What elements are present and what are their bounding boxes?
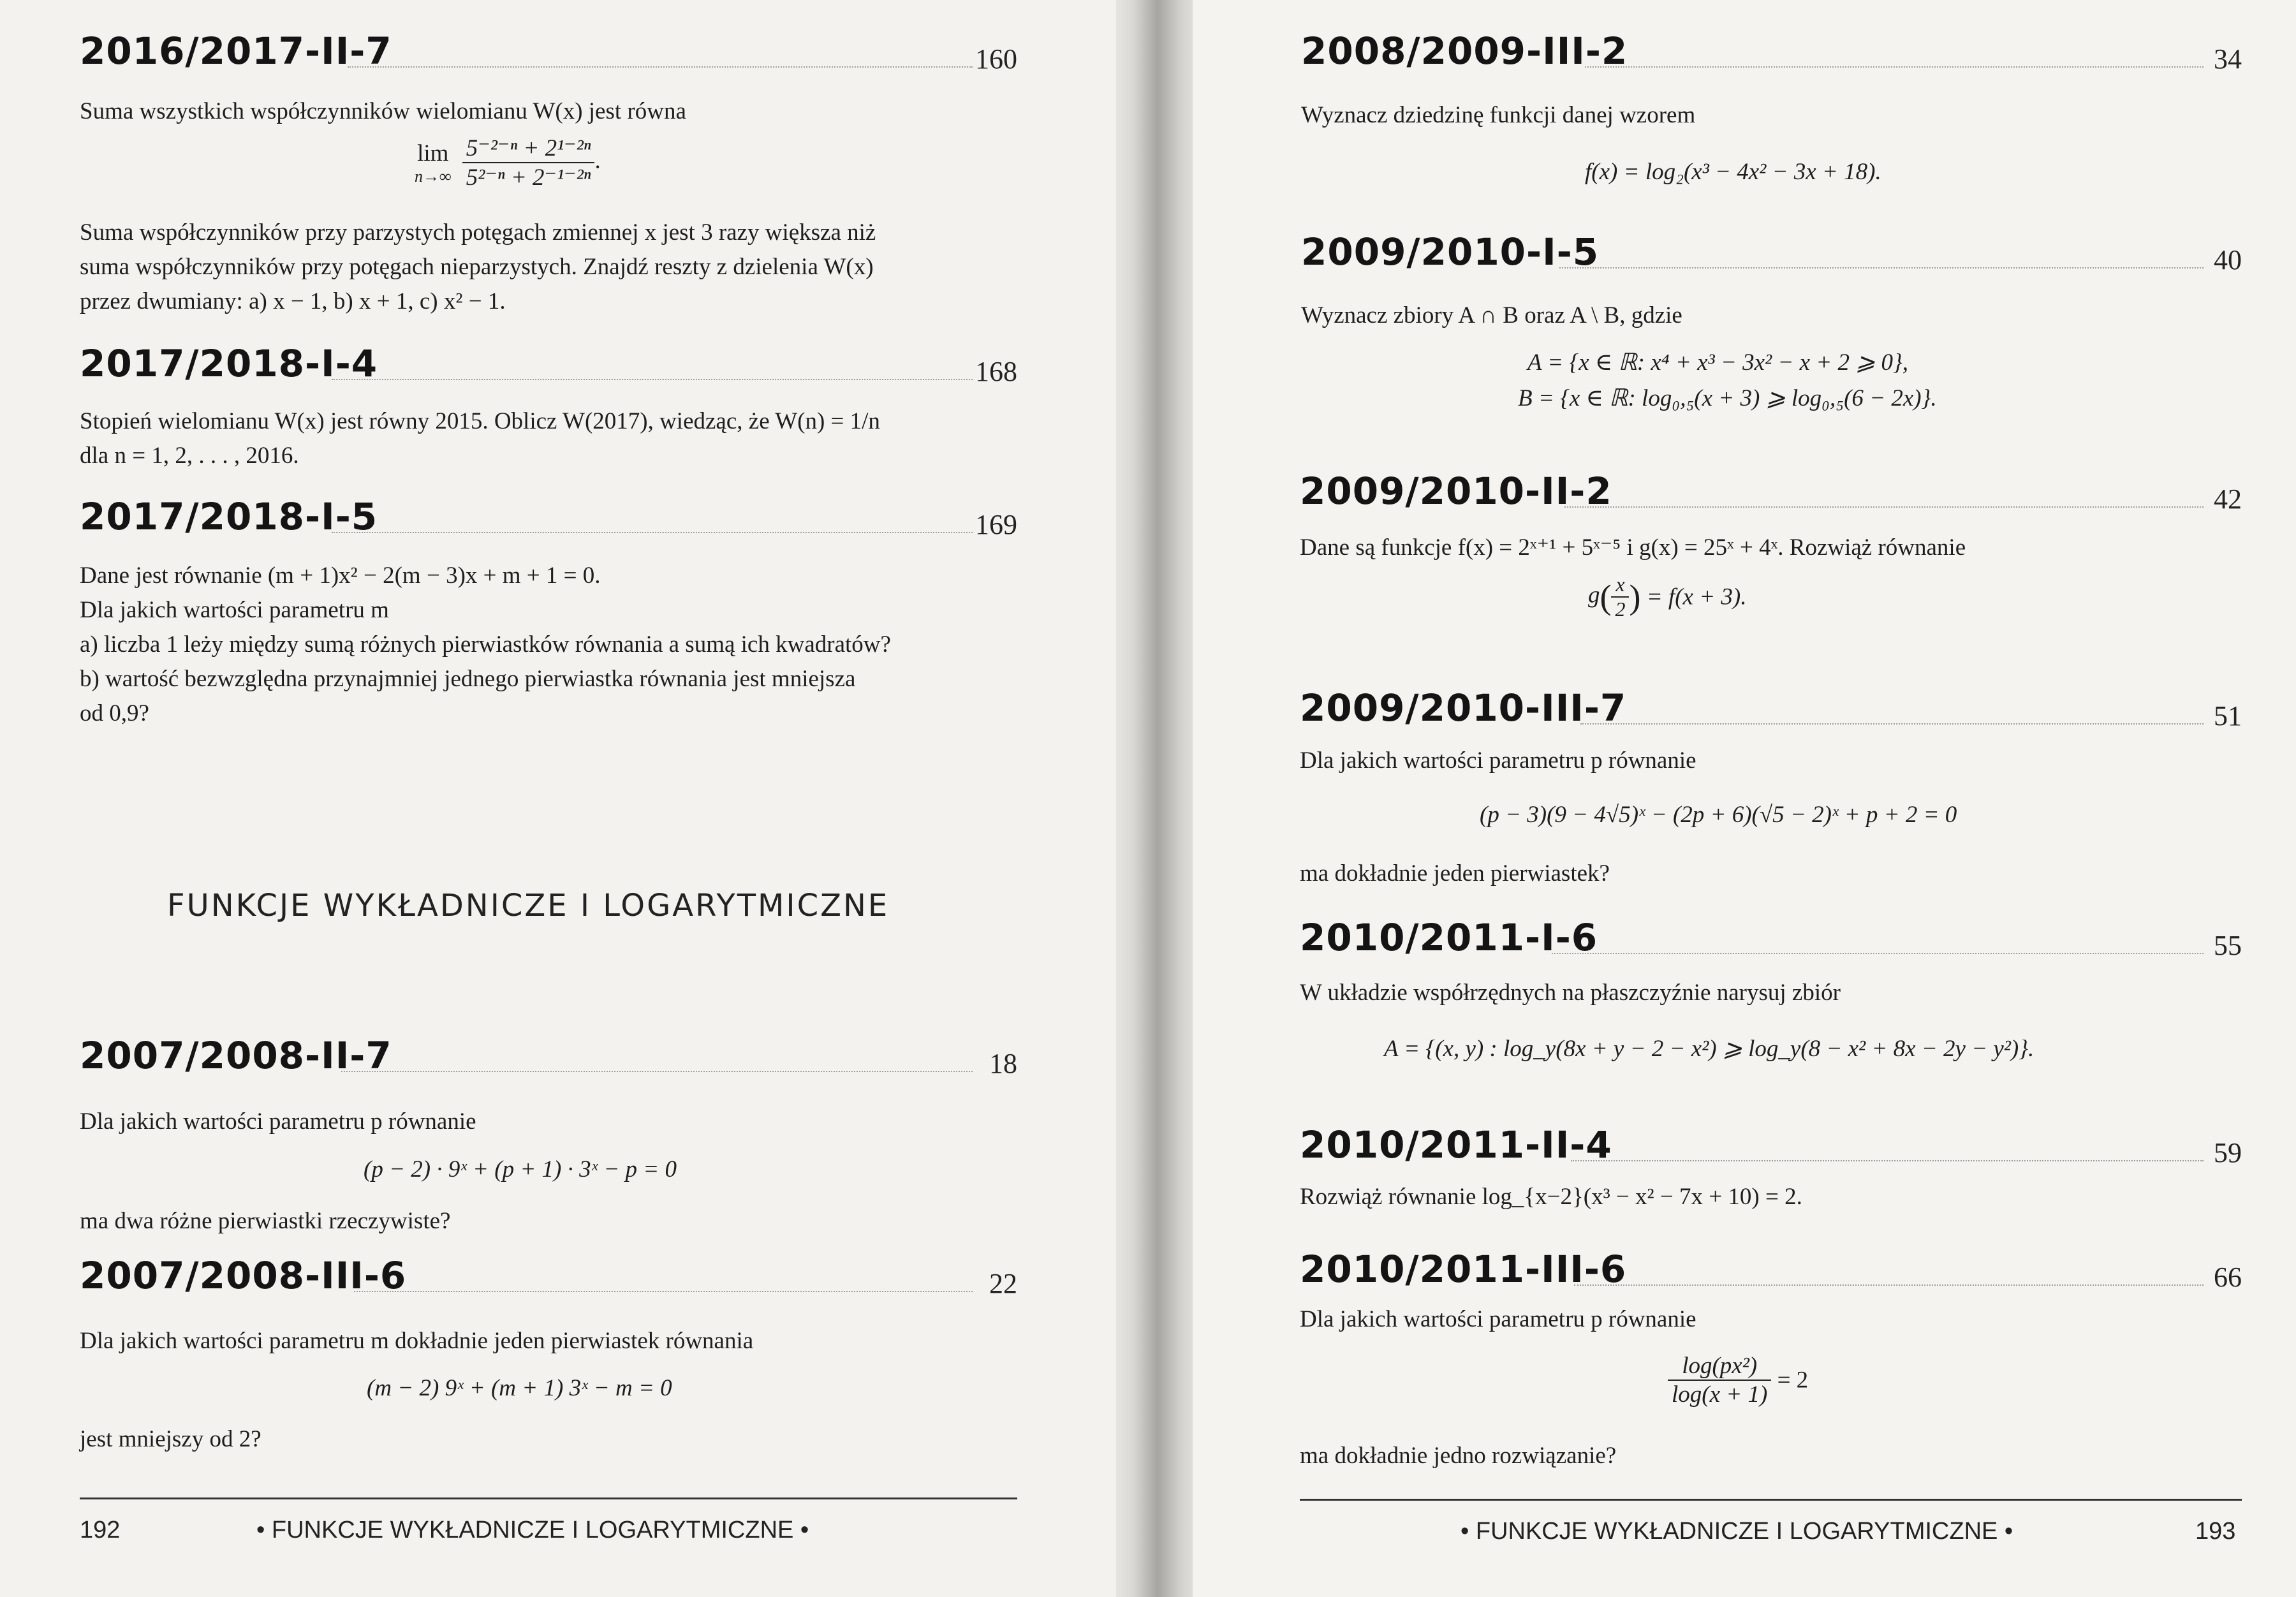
problem-text: Dla jakich wartości parametru p równanie <box>80 1108 476 1135</box>
problem-header <box>80 491 1017 542</box>
problem-text: jest mniejszy od 2? <box>80 1426 261 1452</box>
problem-text: od 0,9? <box>80 700 149 726</box>
problem-text: W układzie współrzędnych na płaszczyźnie narysuj zbiór <box>1300 980 1841 1006</box>
problem-id: 2017/2018-I-4 <box>80 342 378 385</box>
problem-text: Dla jakich wartości parametru m dokładnie jeden pierwiastek równania <box>80 1328 754 1354</box>
problem-text: Suma wszystkich współczynników wielomianu W(x) jest równa <box>80 98 686 124</box>
footer-running-title: • FUNKCJE WYKŁADNICZE I LOGARYTMICZNE • <box>256 1517 809 1543</box>
problem-id: 2010/2011-I-6 <box>1300 916 1598 959</box>
problem-formula: B = {x ∈ ℝ: log₀,₅(x + 3) ⩾ log₀,₅(6 − 2x)}. <box>1518 385 1937 411</box>
problem-page-ref: 59 <box>2214 1137 2242 1168</box>
problem-formula: A = {x ∈ ℝ: x⁴ + x³ − 3x² − x + 2 ⩾ 0}, <box>1527 350 1909 376</box>
problem-id: 2009/2010-II-2 <box>1300 469 1612 513</box>
problem-id: 2007/2008-II-7 <box>80 1034 392 1077</box>
problem-header <box>80 26 1017 77</box>
formula-denominator: 2 <box>1615 598 1626 621</box>
problem-formula: lim n→∞ $\frac{\text{5⁻²⁻ⁿ + 2¹⁻²ⁿ}}{\text{5²⁻ⁿ + 2⁻¹⁻²ⁿ}}$ . <box>415 135 601 191</box>
formula-fraction <box>1668 1352 1771 1408</box>
dot-leader <box>1574 1284 2204 1286</box>
formula-numerator: log(px²) <box>1668 1352 1771 1381</box>
section-title: FUNKCJE WYKŁADNICZE I LOGARYTMICZNE <box>167 888 890 924</box>
problem-header <box>1300 1119 2242 1170</box>
problem-header <box>80 338 1017 389</box>
footer-rule <box>80 1498 1017 1499</box>
problem-text: ma dokładnie jedno rozwiązanie? <box>1300 1443 1617 1469</box>
problem-text: suma współczynników przy potęgach nieparzystych. Znajdź reszty z dzielenia W(x) <box>80 254 874 280</box>
problem-id: 2010/2011-II-4 <box>1300 1123 1612 1166</box>
left-page <box>0 0 1116 1597</box>
problem-header <box>1300 912 2242 963</box>
problem-text: Dla jakich wartości parametru p równanie <box>1300 747 1696 774</box>
formula-right-side: = f(x + 3). <box>1646 584 1747 610</box>
problem-text: a) liczba 1 leży między sumą różnych pierwiastków równania a sumą ich kwadratów? <box>80 631 891 658</box>
formula-numerator: x <box>1611 573 1629 598</box>
dot-leader <box>354 1291 973 1292</box>
problem-text: Wyznacz dziedzinę funkcji danej wzorem <box>1301 102 1696 128</box>
problem-page-ref: 168 <box>975 356 1017 387</box>
problem-text: Dla jakich wartości parametru p równanie <box>1300 1306 1696 1332</box>
dot-leader <box>1571 1160 2204 1161</box>
problem-formula: A = {(x, y) : log_y(8x + y − 2 − x²) ⩾ log_y(8 − x² + 8x − 2y − y²)}. <box>1384 1036 2035 1062</box>
dot-leader <box>348 66 973 68</box>
dot-leader <box>1559 267 2204 269</box>
dot-leader <box>1585 66 2204 68</box>
problem-page-ref: 40 <box>2214 244 2242 276</box>
dot-leader <box>332 379 973 380</box>
problem-formula: (m − 2) 9ˣ + (m + 1) 3ˣ − m = 0 <box>367 1375 672 1401</box>
formula-function-name: g <box>1588 582 1600 608</box>
dot-leader <box>1552 953 2204 954</box>
problem-text: Dane jest równanie (m + 1)x² − 2(m − 3)x + m + 1 = 0. <box>80 563 601 589</box>
problem-text: dla n = 1, 2, . . . , 2016. <box>80 443 299 469</box>
problem-header <box>80 1250 1017 1301</box>
problem-formula: f(x) = log₂(x³ − 4x² − 3x + 18). <box>1585 159 1881 185</box>
dot-leader <box>1564 506 2204 508</box>
problem-page-ref: 51 <box>2214 700 2242 732</box>
formula-fraction <box>1611 573 1629 621</box>
problem-id: 2009/2010-III-7 <box>1300 686 1627 730</box>
problem-text: Dane są funkcje f(x) = 2ˣ⁺¹ + 5ˣ⁻⁵ i g(x) = 25ˣ + 4ˣ. Rozwiąż równanie <box>1300 534 1966 561</box>
formula-lim: lim <box>417 140 449 166</box>
formula-denominator: log(x + 1) <box>1672 1381 1768 1408</box>
problem-text: ma dokładnie jeden pierwiastek? <box>1300 860 1610 887</box>
formula-numerator: 5⁻²⁻ⁿ + 2¹⁻²ⁿ <box>462 134 595 163</box>
problem-page-ref: 160 <box>975 43 1017 75</box>
problem-formula <box>1668 1352 1808 1408</box>
formula-right-side: = 2 <box>1777 1367 1809 1394</box>
formula-fraction <box>462 134 595 191</box>
footer-page-number: 192 <box>80 1517 121 1543</box>
problem-id: 2008/2009-III-2 <box>1301 29 1628 73</box>
problem-page-ref: 55 <box>2214 930 2242 961</box>
problem-text: Wyznacz zbiory A ∩ B oraz A \ B, gdzie <box>1301 302 1682 328</box>
problem-header <box>1300 682 2242 733</box>
formula-denominator: 5²⁻ⁿ + 2⁻¹⁻²ⁿ <box>466 165 591 191</box>
problem-text: Suma współczynników przy parzystych potęgach zmiennej x jest 3 razy większa niż <box>80 219 876 246</box>
problem-page-ref: 169 <box>975 509 1017 540</box>
problem-formula: (p − 3)(9 − 4√5)ˣ − (2p + 6)(√5 − 2)ˣ + p + 2 = 0 <box>1480 802 1957 828</box>
problem-header <box>80 1030 1017 1081</box>
problem-page-ref: 18 <box>989 1048 1017 1079</box>
problem-header <box>1300 1244 2242 1295</box>
problem-text: Dla jakich wartości parametru m <box>80 597 389 623</box>
problem-id: 2007/2008-III-6 <box>80 1254 407 1297</box>
problem-text: b) wartość bezwzględna przynajmniej jednego pierwiastka równania jest mniejsza <box>80 666 856 692</box>
problem-header <box>1301 226 2242 277</box>
dot-leader <box>332 532 973 533</box>
problem-text: Rozwiąż równanie log_{x−2}(x³ − x² − 7x + 10) = 2. <box>1300 1184 1802 1210</box>
problem-id: 2010/2011-III-6 <box>1300 1247 1627 1291</box>
problem-formula: g( $\frac{x}{2}$ ) = f(x + 3). <box>1588 573 1747 621</box>
problem-id: 2009/2010-I-5 <box>1301 230 1600 274</box>
problem-page-ref: 42 <box>2214 483 2242 515</box>
problem-header <box>1301 26 2242 77</box>
problem-header <box>1300 466 2242 517</box>
problem-page-ref: 22 <box>989 1268 1017 1299</box>
problem-text: przez dwumiany: a) x − 1, b) x + 1, c) x² − 1. <box>80 288 506 314</box>
problem-page-ref: 34 <box>2214 43 2242 75</box>
dot-leader <box>1580 723 2204 725</box>
dot-leader <box>341 1071 973 1072</box>
footer-rule <box>1300 1499 2242 1501</box>
problem-text: Stopień wielomianu W(x) jest równy 2015. Oblicz W(2017), wiedząc, że W(n) = 1/n <box>80 408 880 434</box>
footer-page-number: 193 <box>2195 1518 2236 1545</box>
problem-id: 2016/2017-II-7 <box>80 29 392 73</box>
footer-running-title: • FUNKCJE WYKŁADNICZE I LOGARYTMICZNE • <box>1461 1518 2013 1545</box>
problem-formula: (p − 2) · 9ˣ + (p + 1) · 3ˣ − p = 0 <box>364 1156 677 1182</box>
formula-lim-sub: n→∞ <box>415 166 452 186</box>
problem-page-ref: 66 <box>2214 1262 2242 1293</box>
problem-id: 2017/2018-I-5 <box>80 495 378 538</box>
right-page <box>1193 0 2296 1597</box>
problem-text: ma dwa różne pierwiastki rzeczywiste? <box>80 1208 451 1234</box>
